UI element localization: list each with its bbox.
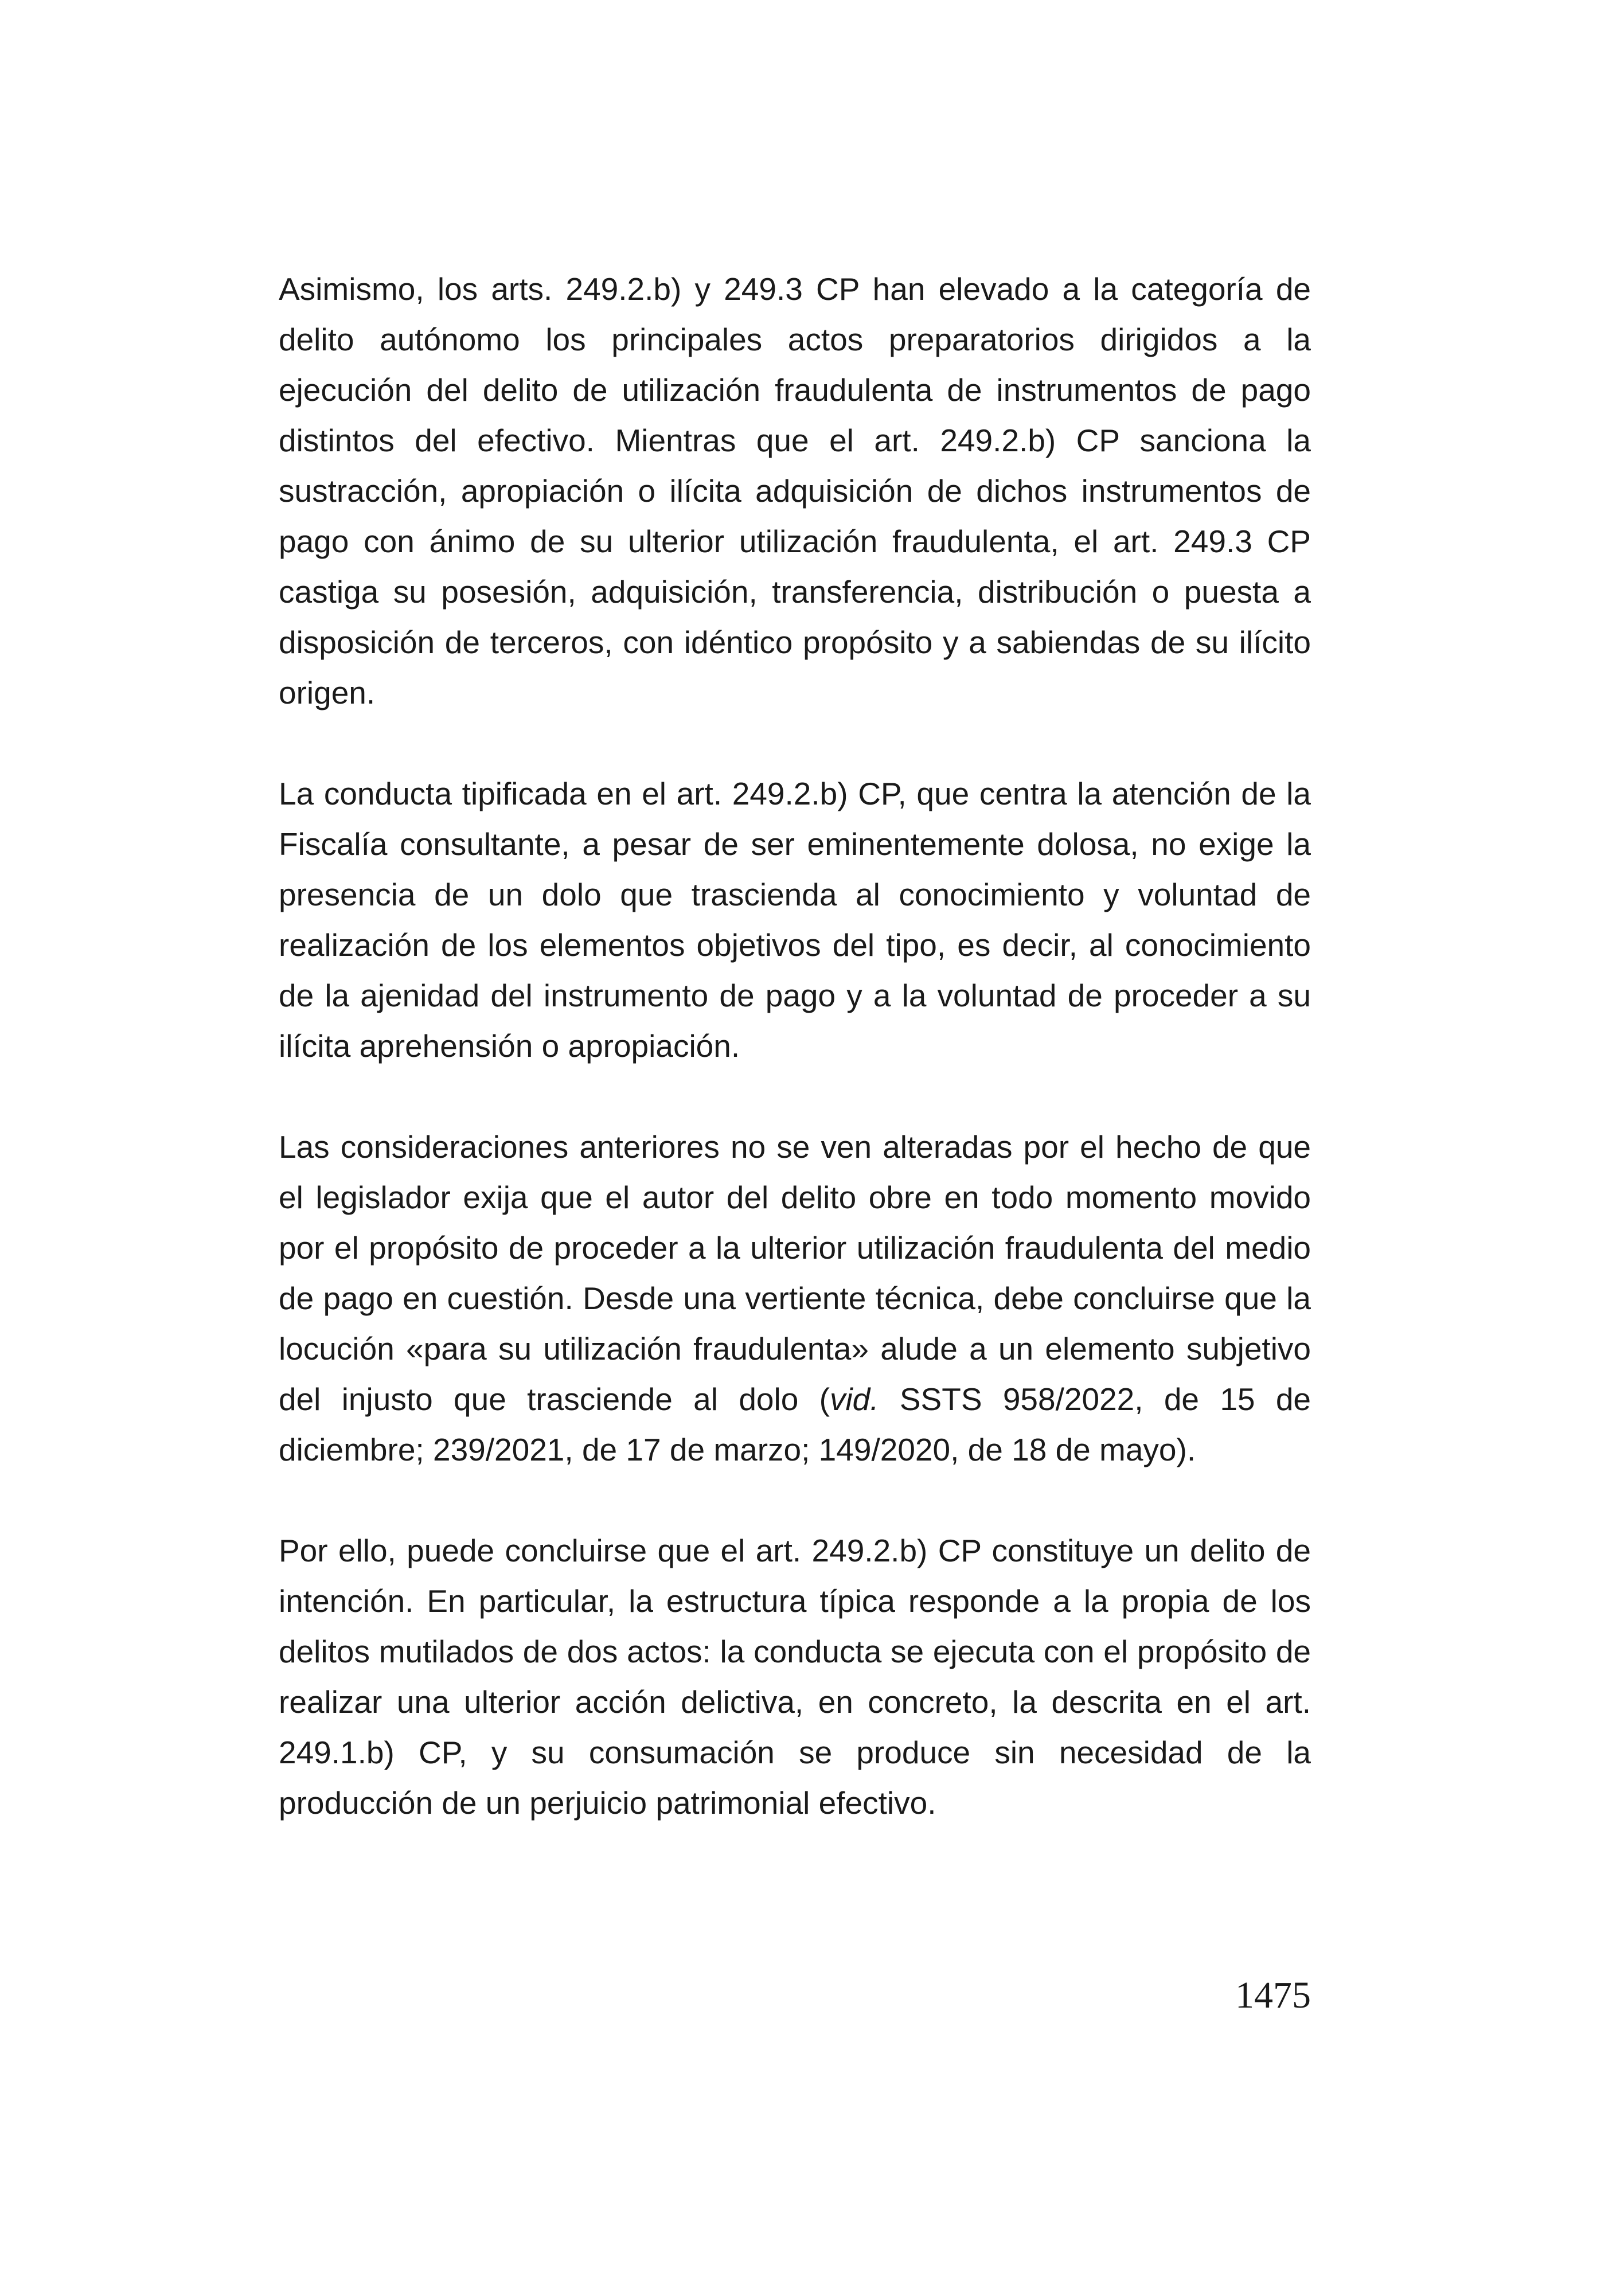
page-number: 1475	[1235, 1974, 1311, 2016]
paragraph-3	[279, 1122, 1311, 1475]
paragraph-1: Asimismo, los arts. 249.2.b) y 249.3 CP han elevado a la categoría de delito autónomo los principales actos preparatorios dirigidos a la ejecución del delito de utilización fraudulenta de instrumentos de pago distintos del efectivo. Mientras que el art. 249.2.b) CP sanciona la sustracción, apropiación o ilícita adquisición de dichos instrumentos de pago con ánimo de su ulterior utilización fraudulenta, el art. 249.3 CP castiga su posesión, adquisición, transferencia, distribución o puesta a disposición de terceros, con idéntico propósito y a sabiendas de su ilícito origen.	[279, 271, 1311, 710]
paragraph-3-italic-vid: vid.	[829, 1381, 879, 1417]
paragraph-3-text-end: SSTS 958/2022, de 15 de diciembre; 239/2021, de 17 de marzo; 149/2020, de 18 de mayo).	[279, 1381, 1311, 1467]
paragraph-3-text-start: Las consideraciones anteriores no se ven alteradas por el hecho de que el legislador exija que el autor del delito obre en todo momento movido por el propósito de proceder a la ulterior utilización fraudulenta del medio de pago en cuestión. Desde una vertiente técnica, debe concluirse que la locución «para su utilización fraudulenta» alude a un elemento subjetivo del injusto que trasciende al dolo (	[279, 1129, 1311, 1417]
paragraph-2: La conducta tipificada en el art. 249.2.b) CP, que centra la atención de la Fiscalía consultante, a pesar de ser eminentemente dolosa, no exige la presencia de un dolo que trascienda al conocimiento y voluntad de realización de los elementos objetivos del tipo, es decir, al conocimiento de la ajenidad del instrumento de pago y a la voluntad de proceder a su ilícita aprehensión o apropiación.	[279, 776, 1311, 1064]
document-body	[279, 264, 1311, 1879]
paragraph-4: Por ello, puede concluirse que el art. 249.2.b) CP constituye un delito de intención. En particular, la estructura típica responde a la propia de los delitos mutilados de dos actos: la conducta se ejecuta con el propósito de realizar una ulterior acción delictiva, en concreto, la descrita en el art. 249.1.b) CP, y su consumación se produce sin necesidad de la producción de un perjuicio patrimonial efectivo.	[279, 1533, 1311, 1821]
